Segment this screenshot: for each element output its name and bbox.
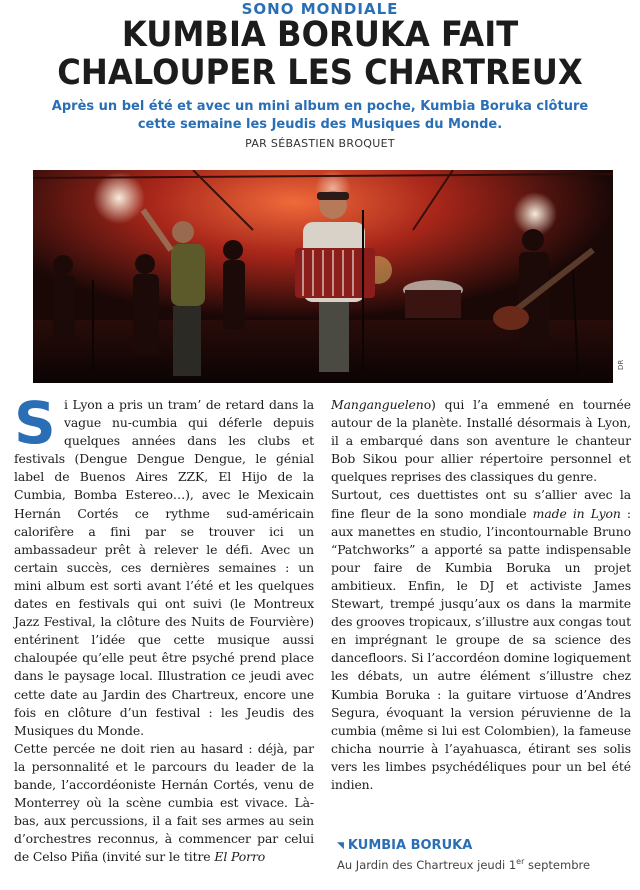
body-text: : aux manettes en studio, l’incontournable Bruno “Patchworks” a apporté sa patte indispensable pour faire de Kumbia Boruka un projet ambitieux. Enfin, le DJ et activiste James Stewart, trempé jusqu’aux os dans la marmite des grooves tropicaux, s’illustre aux congas tout en imprégnant le groupe de sa science des dancefloors. Si l’accordéon domine logiquement les débats, un autre élément s’illustre chez Kumbia Boruka : la guitare virtuose d’Andres Segura, évoquant la version péruvienne de la cumbia (même si lui est Colombien), la fameuse chicha nourrie à l’ayahuasca, étirant ses solis vers les limbes psychédéliques pour un bel été indien.	[331, 505, 631, 792]
info-box-detail	[337, 857, 590, 872]
body-italic: El Porro	[214, 849, 266, 865]
body-paragraph-3	[331, 486, 631, 794]
info-detail-text: septembre	[524, 857, 591, 872]
body-text: Cette percée ne doit rien au hasard : déjà, par la personnalité et le parcours du leader de la bande, l’accordéoniste Hernán Cortés, venu de Monterrey où la scène cumbia est vivace. Là-bas, aux percussions, il a fait ses armes au sein d’orchestres reconnus, à commencer par celui de Celso Piña (invité sur le titre	[14, 740, 314, 865]
section-kicker: SONO MONDIALE	[241, 0, 399, 18]
dropcap: S	[14, 389, 56, 457]
concert-photo-illustration	[33, 170, 613, 383]
body-text: o) qui l’a emmené en tournée autour de la planète. Installé désormais à Lyon, il a embarqué dans son aventure le chanteur Bob Sikou pour allier répertoire personnel et quelques reprises des classiques du genre.	[331, 397, 631, 485]
byline: PAR SÉBASTIEN BROQUET	[245, 137, 395, 150]
body-text: i Lyon a pris un tram’ de retard dans la vague nu-cumbia qui déferle depuis quelques années dans les clubs et festivals (Dengue Dengue Dengue, le génial label de Buenos Aires ZZK, El Hijo de la Cumbia, Bomba Estereo…), avec le Mexicain Hernán Cortés ce rythme sud-américain calorifère a fini par se trouver ici un ambassadeur prêt à relever le défi. Avec un certain succès, ces dernières semaines : un mini album est sorti avant l’été et les quelques dates en festivals qui ont suivi (le Montreux Jazz Festival, la clôture des Nuits de Fourvière) entérinent l’idée que cette musique aussi chaloupée qu’elle peut être psyché prend place dans le paysage local. Illustration ce jeudi avec cette date au Jardin des Chartreux, encore une fois en clôture d’un festival : les Jeudis des Musiques du Monde.	[14, 397, 314, 738]
info-box-title-text: KUMBIA BORUKA	[347, 838, 473, 853]
body-column-left	[14, 389, 314, 866]
headline	[26, 16, 615, 92]
triangle-arrow-icon: ◥	[337, 841, 344, 851]
body-paragraph-2-cont	[331, 396, 631, 486]
headline-line-2: CHALOUPER LES CHARTREUX	[57, 53, 583, 93]
body-italic: made in Lyon	[532, 505, 621, 521]
standfirst: Après un bel été et avec un mini album en poche, Kumbia Boruka clôture cette semaine les Jeudis des Musiques du Monde.	[51, 99, 589, 132]
info-detail-text: Au Jardin des Chartreux jeudi 1	[337, 857, 517, 872]
body-text: Surtout, ces duettistes ont su s’allier avec la fine fleur de la sono mondiale	[331, 487, 631, 521]
body-paragraph-1	[14, 389, 314, 740]
body-column-right	[331, 396, 631, 794]
info-box-title	[337, 838, 472, 853]
body-italic: Manganguelen	[331, 397, 424, 412]
headline-line-1: KUMBIA BORUKA FAIT	[121, 15, 519, 55]
concert-photo	[33, 170, 613, 383]
body-paragraph-2	[14, 740, 314, 867]
info-detail-sup: er	[516, 857, 525, 866]
photo-credit: DR	[617, 359, 625, 370]
